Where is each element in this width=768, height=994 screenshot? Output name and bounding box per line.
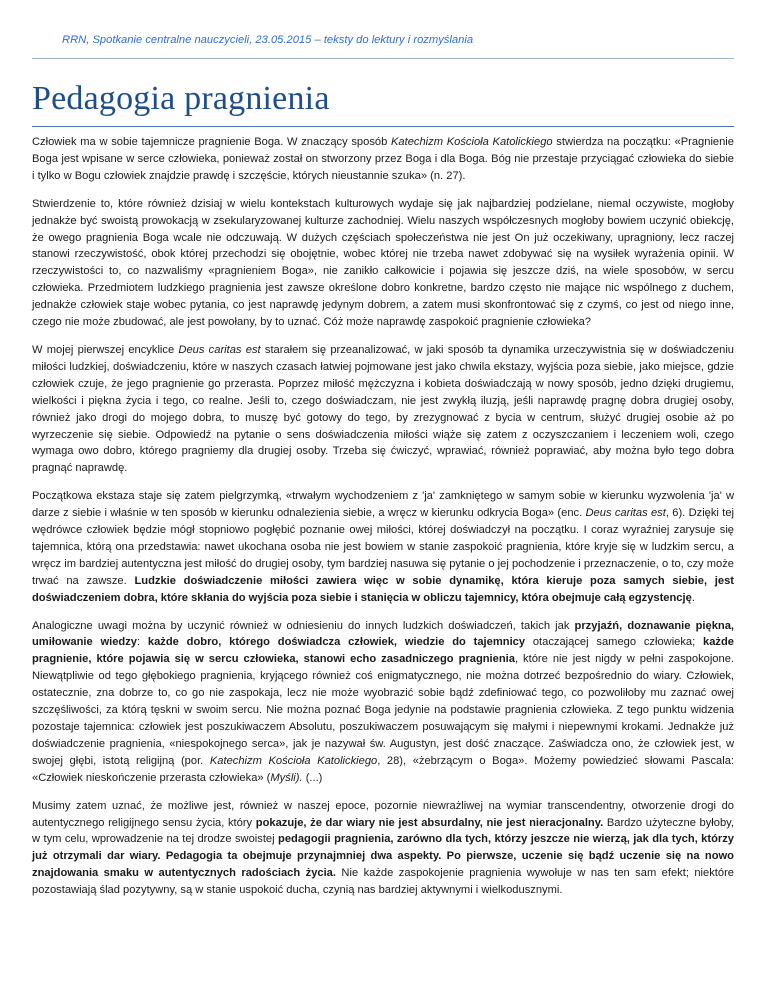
text-run: : <box>137 636 148 649</box>
paragraph <box>32 196 734 331</box>
italic-text-run: Deus caritas est <box>178 343 261 356</box>
bold-text-run: pedagogii pragnienia, zarówno dla tych, którzy jeszcze nie wierzą, jak dla tych, którzy już otrzymali dar wiary. Pedagogia ta obejmuje przynajmniej dwa aspekty. Po pierwsze, uczenie się bądź uczenie się na nowo znajdowania smaku w autentycznych radościach życia. <box>32 833 734 880</box>
paragraph <box>32 618 734 787</box>
italic-text-run: Katechizm Kościoła Katolickiego <box>209 754 378 767</box>
italic-text-run: Katechizm Kościoła Katolickiego <box>391 136 553 148</box>
italic-text-run: Deus caritas est <box>585 507 666 520</box>
bold-text-run: przyjaźń, doznawanie piękna, umiłowanie wiedzy <box>32 619 734 649</box>
text-run: Analogiczne uwagi można by uczynić również w odniesieniu do innych ludzkich doświadczeń, takich jak <box>32 619 575 632</box>
text-run: otaczającej samego człowieka; <box>525 636 704 649</box>
text-run: Stwierdzenie to, które również dzisiaj w wielu kontekstach kulturowych wydaje się jak najbardziej podzielane, niemal oczywiste, mogłoby jednakże być swoistą prowokacją w zsekularyzowanej kulturze zachodniej. Wielu naszych współczesnych mogłoby bowiem uczynić obiekcję, że owego pragnienia Boga wcale nie odczuwają. W dużych częściach społeczeństwa nie jest On już oczekiwany, upragniony, lecz raczej stanowi rzeczywistość, obok której przechodzi się obojętnie, wobec której nie trzeba nawet zdobywać się na wysiłek wyrażenia opinii. W rzeczywistości to, co nazwaliśmy «pragnieniem Boga», nie zanikło całkowicie i pojawia się jeszcze dziś, na wiele sposobów, w sercu człowieka. Przedmiotem ludzkiego pragnienia jest zawsze określone dobro konkretne, bardzo często nie mające nic wspólnego z duchem, jednakże człowiek staje wobec pytania, co jest naprawdę jedynym dobrem, a zatem musi skonfrontować się z czymś, co jest od niego inne, czego nie może zbudować, ale jest powołany, by to uznać. Cóż może naprawdę zaspokoić pragnienie człowieka? <box>32 197 734 329</box>
bold-text-run: pokazuje, że dar wiary nie jest absurdalny, nie jest nieracjonalny. <box>255 816 604 829</box>
bold-text-run: każde pragnienie, które pojawia się w sercu człowieka, stanowi echo zasadniczego pragnienia <box>32 636 734 666</box>
bold-text-run: Ludzkie doświadczenie miłości zawiera więc w sobie dynamikę, która kieruje poza samych siebie, jest doświadczeniem dobra, które skłania do wyjścia poza siebie i stanięcia w obliczu tajemnicy, która obejmuje całą egzystencję <box>32 574 734 604</box>
paragraph <box>32 342 734 477</box>
text-run: , 28), «żebrzącym o Boga». Możemy powiedzieć słowami Pascala: «Człowiek nieskończenie przerasta człowieka» ( <box>32 754 734 784</box>
paragraph <box>32 488 734 606</box>
page-title: Pedagogia pragnienia <box>32 80 330 117</box>
text-run: starałem się przeanalizować, w jaki sposób ta dynamika urzeczywistnia się w doświadczeniu miłości ludzkiej, doświadczeniu, które w naszych czasach łatwiej pojmowane jest jako chwila ekstazy, wyjścia poza siebie, jako miejsce, gdzie człowiek czuje, że jego pragnienie go przerasta. Poprzez miłość mężczyzna i kobieta doświadczają w nowy sposób, jedno dzięki drugiemu, wielkości i piękna życia i tego, co realne. Jeśli to, czego doświadczam, nie jest zwykłą iluzją, jeśli naprawdę pragnę dobra drugiej osoby, również jako drogi do mojego dobra, to muszę być gotowy do tego, by zrezygnować z bycia w centrum, służyć drugiej osobie aż po wyrzeczenie się siebie. Odpowiedź na pytanie o sens doświadczenia miłości wiąże się zatem z oczyszczaniem i leczeniem woli, czego wymaga owo dobro, którego pragniemy dla drugiej osoby. Trzeba się ćwiczyć, wprawiać, również poprawiać, aby można było tego dobra pragnąć naprawdę. <box>32 343 734 475</box>
document-body <box>32 134 734 910</box>
text-run: Musimy zatem uznać, że możliwe jest, również w naszej epoce, pozornie niewrażliwej na wymiar transcendentny, otworzenie drogi do autentycznego religijnego sensu życia, który <box>32 799 734 829</box>
text-run: W mojej pierwszej encyklice <box>32 343 179 356</box>
italic-text-run: Myśli). <box>270 771 303 784</box>
text-run: Bardzo użyteczne byłoby, w tym celu, wprowadzenie na tej drodze swoistej <box>32 816 735 846</box>
text-run: . <box>691 591 695 604</box>
bold-text-run: każde dobro, którego doświadcza człowiek, wiedzie do tajemnicy <box>147 636 526 649</box>
paragraph <box>32 798 734 899</box>
text-run: stwierdza na początku: «Pragnienie Boga jest wpisane w serce człowieka, ponieważ został on stworzony przez Boga i dla Boga. Bóg nie przestaje przyciągać człowieka do siebie i tylko w Bogu człowiek znajdzie prawdę i szczęście, których nieustannie szuka» (n. 27). <box>32 136 734 182</box>
header-divider <box>32 58 734 59</box>
header-note: RRN, Spotkanie centralne nauczycieli, 23.05.2015 – teksty do lektury i rozmyślania <box>62 34 474 46</box>
title-divider <box>32 126 734 127</box>
text-run: Początkowa ekstaza staje się zatem pielgrzymką, «trwałym wychodzeniem z 'ja' zamkniętego w samym sobie w kierunku wyzwolenia 'ja' w darze z siebie i właśnie w ten sposób w kierunku odnalezienia siebie, a wręcz w kierunku odkrycia Boga» (enc. <box>32 490 734 520</box>
text-run: (...) <box>302 771 323 784</box>
text-run: Nie każde zaspokojenie pragnienia wywołuje w nas ten sam efekt; niektóre pozostawiają ślad pozytywny, są w stanie uspokoić ducha, czynią nas bardziej aktywnymi i wielkodusznymi. <box>32 867 734 897</box>
text-run: Człowiek ma w sobie tajemnicze pragnienie Boga. W znaczący sposób <box>32 136 391 148</box>
paragraph <box>32 134 734 185</box>
text-run: , 6). Dzięki tej wędrówce człowiek będzie mógł stopniowo pogłębić poznanie owej miłości, której doświadczył na początku. I coraz wyraźniej zarysuje się tajemnica, którą ona przedstawia: nawet ukochana osoba nie jest bowiem w stanie zaspokoić pragnienia, które kryje się w ludzkim sercu, a wręcz im bardziej autentyczna jest miłość do drugiej osoby, tym bardziej nasuwa się pytanie o jej pochodzenie i przeznaczenie, o to, czy może trwać na zawsze. <box>32 507 734 587</box>
text-run: , które nie jest nigdy w pełni zaspokojone. Niewątpliwie od tego głębokiego pragnienia, kryjącego również coś enigmatycznego, nie można dotrzeć bezpośrednio do wiary. Człowiek, ostatecznie, zna dobrze to, co go nie zaspokaja, lecz nie może wyobrazić sobie bądź zdefiniować tego, co pozwoliłoby mu zaznać owej szczęśliwości, za którą tęskni w swoim sercu. Nie można poznać Boga jedynie na podstawie pragnienia człowieka. Z tego punktu widzenia pozostaje tajemnica: człowiek jest poszukiwaczem Absolutu, poszukiwaczem posuwającym się małymi i niepewnymi krokami. Jednakże już doświadczenie pragnienia, «niespokojnego serca», jak je nazywał św. Augustyn, jest dość znaczące. Zaświadcza ono, że człowiek jest, w swojej głębi, istotą religijną (por. <box>32 653 734 767</box>
